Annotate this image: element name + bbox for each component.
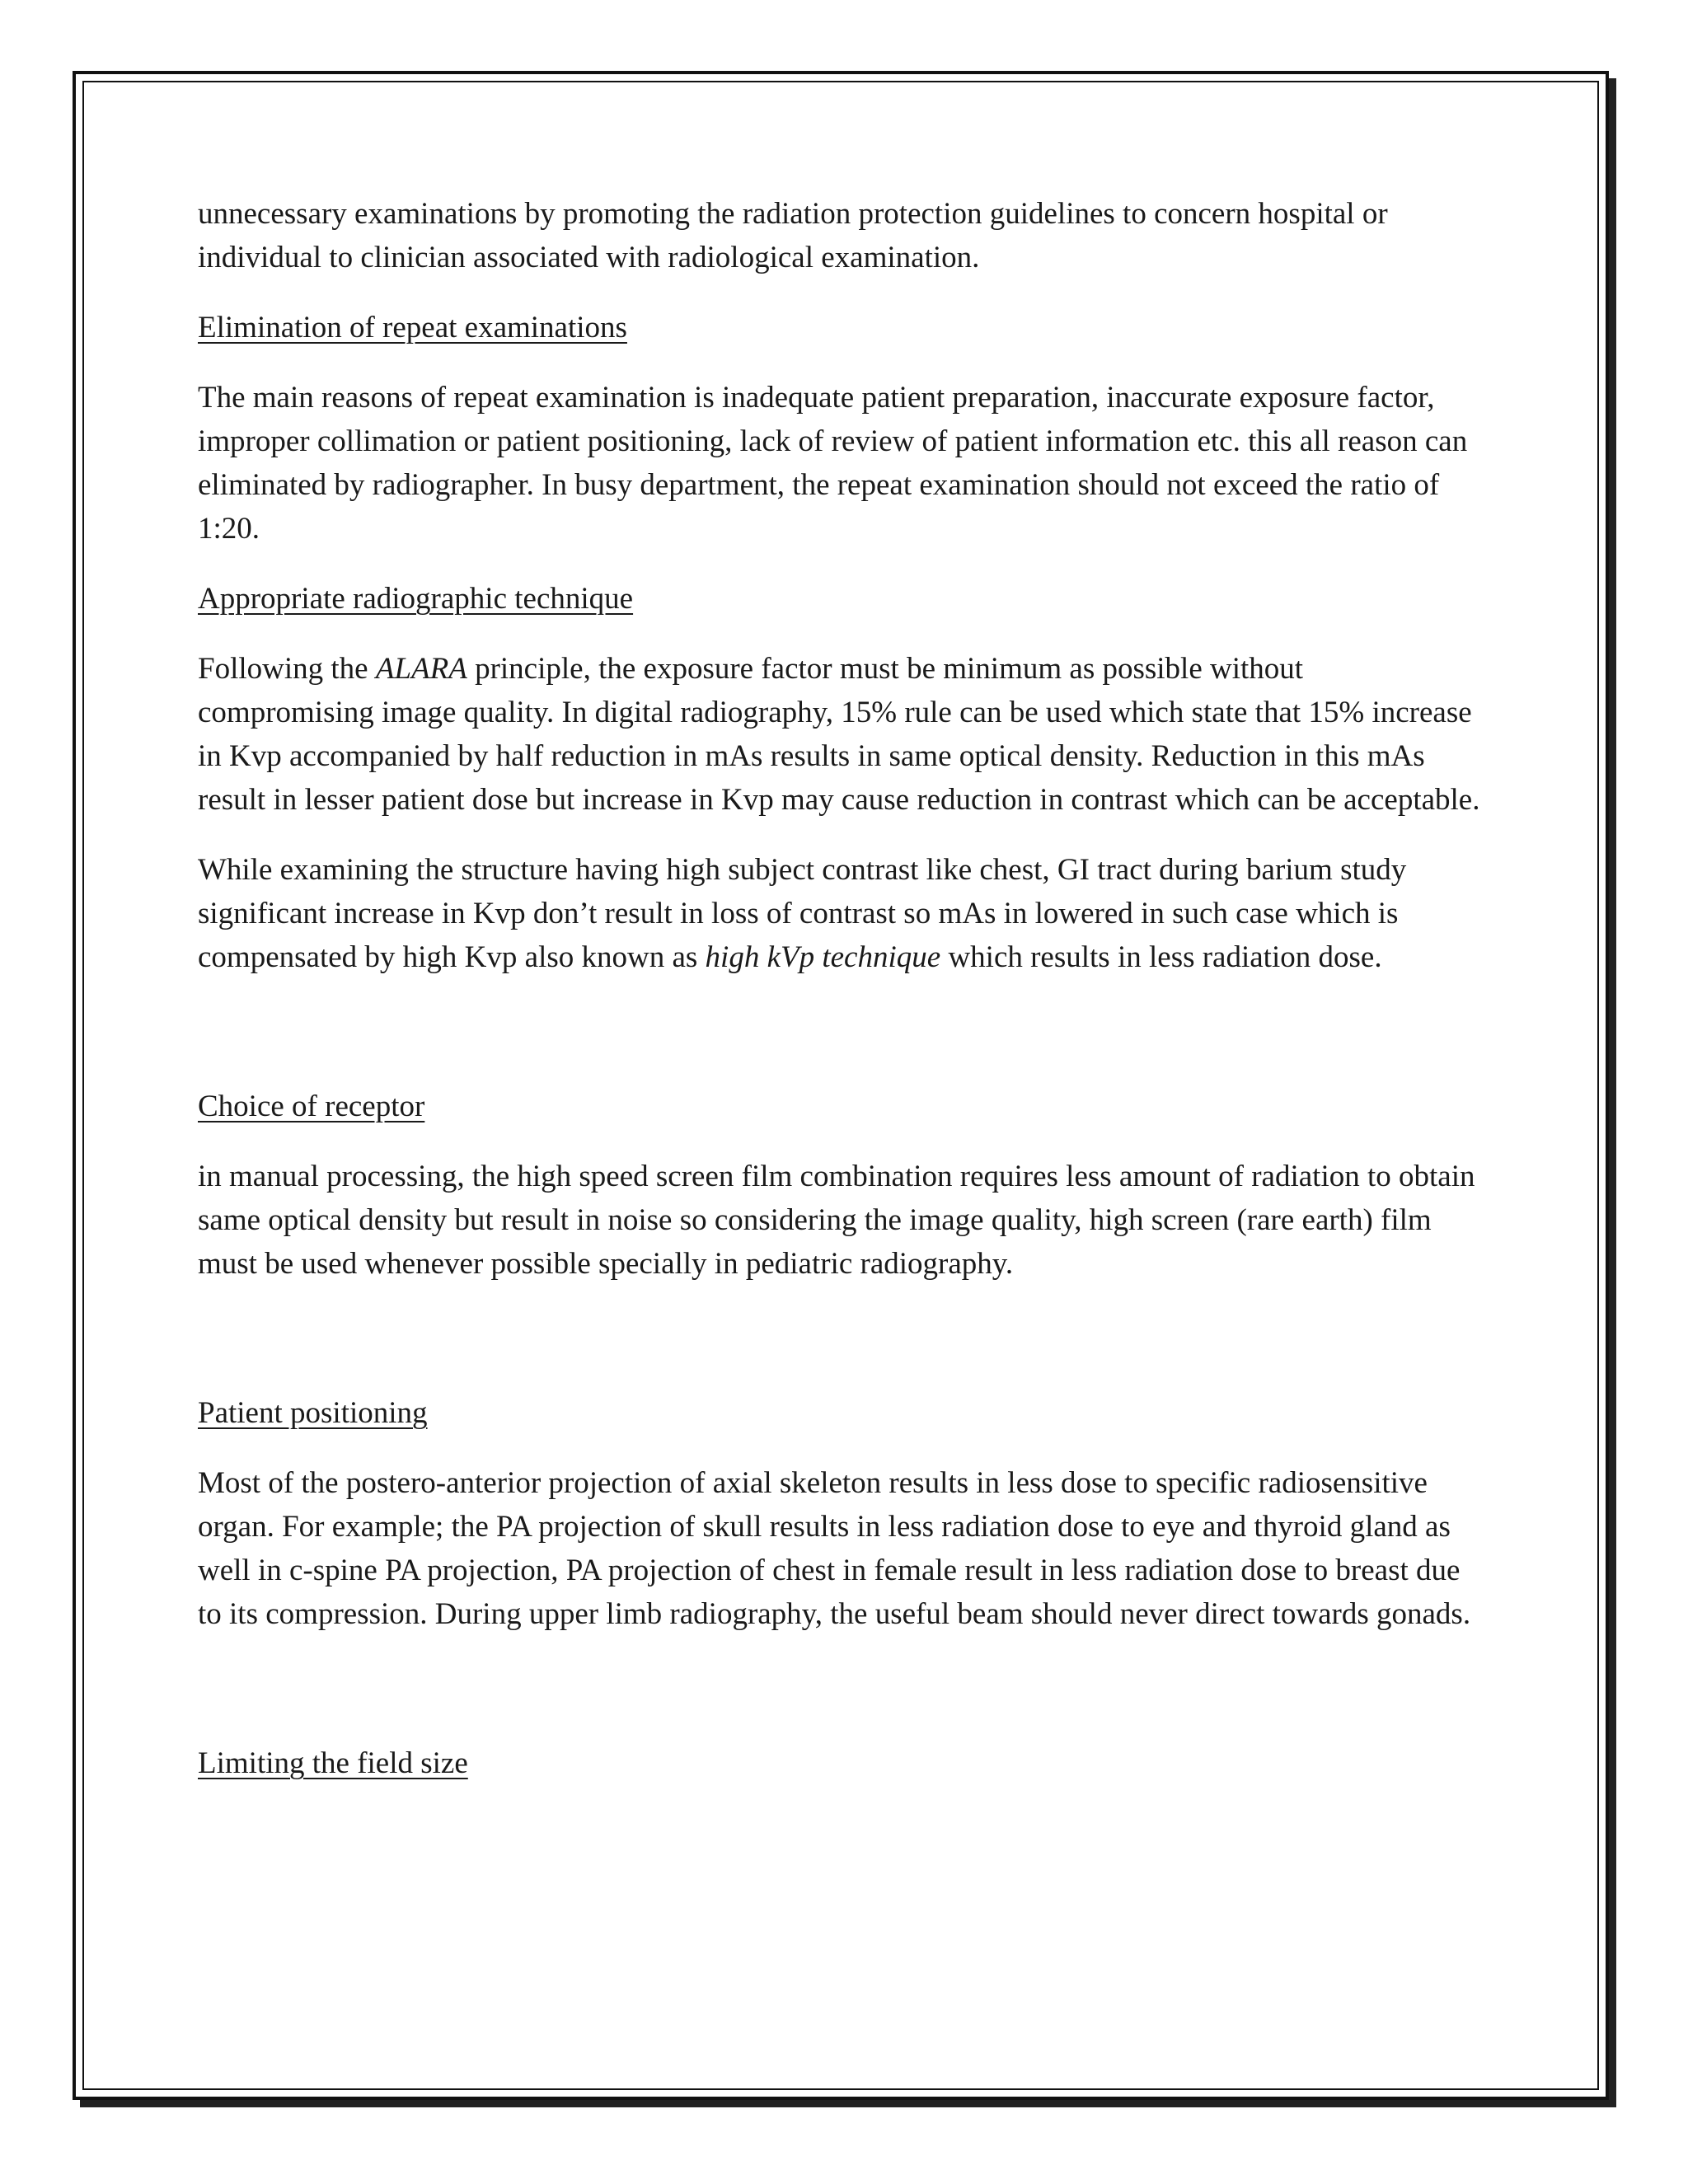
alara-italic: ALARA	[375, 652, 467, 686]
paragraph-choice-of-receptor: in manual processing, the high speed screen film combination requires less amount of radiation to obtain same optical density but result in noise so considering the image quality, high screen (rare earth) film must be used whenever possible specially in pediatric radiography.	[198, 1160, 1475, 1281]
heading-patient-positioning: Patient positioning	[198, 1396, 428, 1430]
paragraph-alara	[198, 647, 1484, 822]
high-kvp-text-after: which results in less radiation dose.	[940, 940, 1382, 974]
high-kvp-text-before: While examining the structure having high subject contrast like chest, GI tract during barium study significant increase in Kvp don’t result in loss of contrast so mAs in lowered in such case which is compensated by high Kvp also known as	[198, 853, 1407, 974]
alara-text-before: Following the	[198, 652, 376, 686]
heading-radiographic-technique: Appropriate radiographic technique	[198, 582, 634, 616]
paragraph-patient-positioning: Most of the postero-anterior projection of axial skeleton results in less dose to specific radiosensitive organ. For example; the PA projection of skull results in less radiation dose to eye and thyroid gland as well in c-spine PA projection, PA projection of chest in female result in less radiation dose to breast due to its compression. During upper limb radiography, the useful beam should never direct towards gonads.	[198, 1466, 1471, 1631]
document-body	[198, 192, 1484, 1811]
high-kvp-italic: high kVp technique	[705, 940, 941, 974]
alara-text-after: principle, the exposure factor must be minimum as possible without compromising image quality. In digital radiography, 15% rule can be used which state that 15% increase in Kvp accompanied by half reduction in mAs results in same optical density. Reduction in this mAs result in lesser patient dose but increase in Kvp may cause reduction in contrast which can be acceptable.	[198, 652, 1480, 817]
paragraph-high-kvp	[198, 848, 1484, 979]
paragraph-repeat-examinations: The main reasons of repeat examination is inadequate patient preparation, inaccurate exposure factor, improper collimation or patient positioning, lack of review of patient information etc. this all reason can eliminated by radiographer. In busy department, the repeat examination should not exceed the ratio of 1:20.	[198, 381, 1468, 546]
spacer	[198, 1005, 1484, 1085]
spacer	[198, 1662, 1484, 1741]
heading-choice-of-receptor: Choice of receptor	[198, 1090, 425, 1123]
heading-limiting-field-size: Limiting the field size	[198, 1746, 468, 1780]
heading-repeat-examinations: Elimination of repeat examinations	[198, 311, 627, 344]
intro-paragraph: unnecessary examinations by promoting the radiation protection guidelines to concern hospital or individual to clinician associated with radiological examination.	[198, 197, 1388, 274]
spacer	[198, 1312, 1484, 1391]
